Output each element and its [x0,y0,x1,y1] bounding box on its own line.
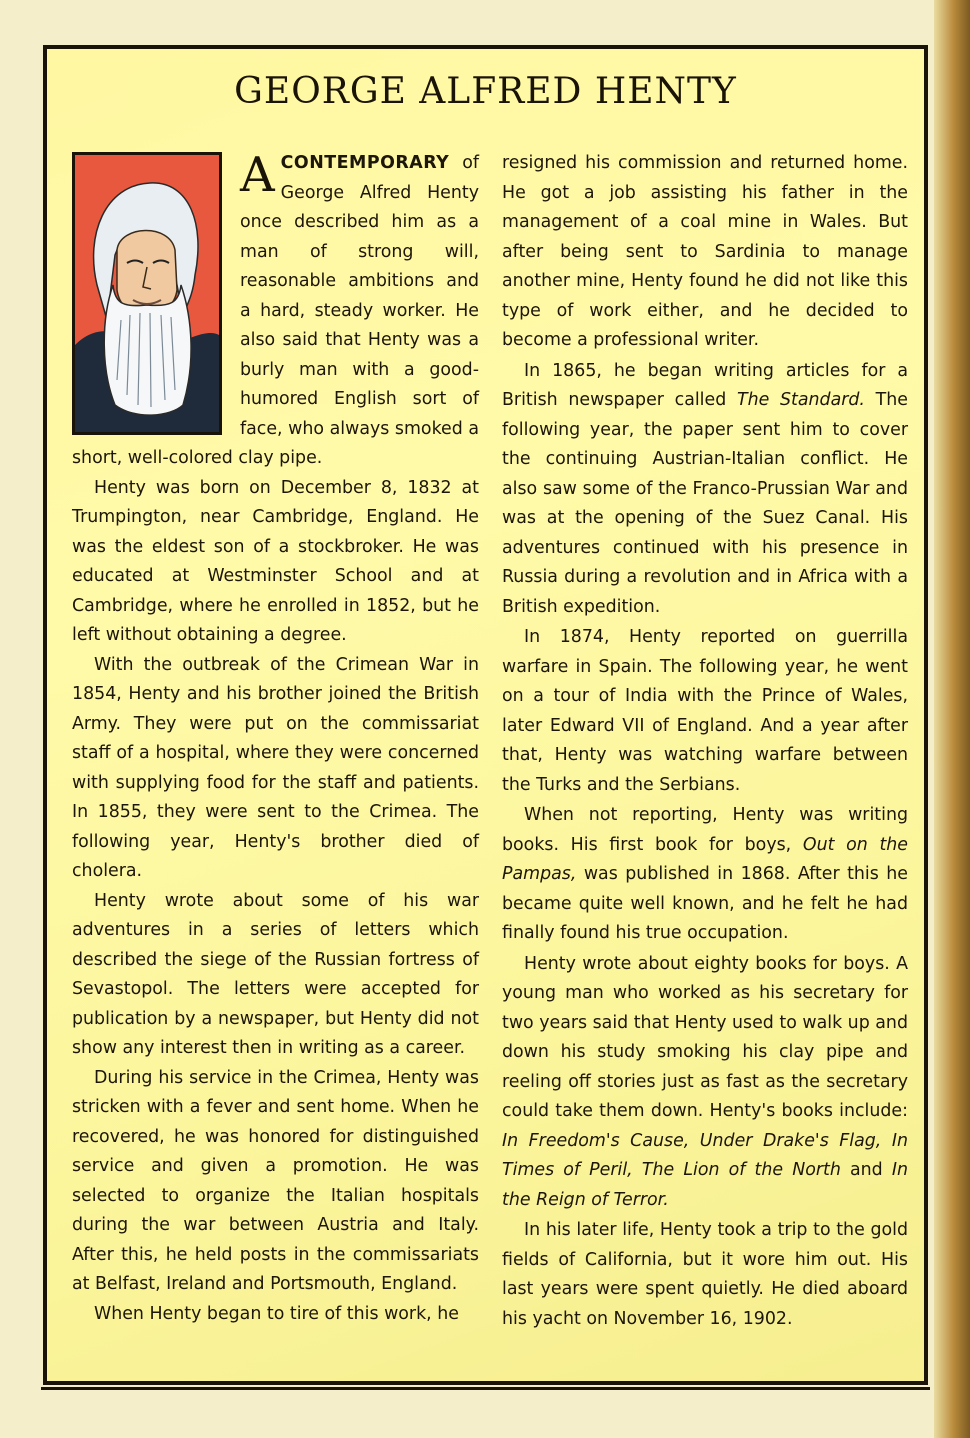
page-edge-shadow [934,0,970,1438]
eighty-books-text: Henty wrote about eighty books for boys. A young man who worked as his secretary for two years said that Henty used to walk up and down his study smoking his clay pipe and reeling off stories just as fast as the secretary could take them down. Henty's books include: [502,953,908,1121]
lead-caps: CONTEMPORARY [280,153,450,173]
paragraph-war-letters: Henty wrote about some of his war adventures in a series of letters which described the siege of the Russian fortress of Sevastopol. The letters were accepted for publication by a newspaper, but Henty did not show any interest then in writing as a career. [72,890,479,1058]
paragraph-crimean-war: With the outbreak of the Crimean War in 1854, Henty and his brother joined the British Army. They were put on the commissariat staff of a hospital, where they were concerned with supplying food for the staff and patients. In 1855, they were sent to the Crimea. The following year, Henty's brother died of cholera. [72,654,479,881]
article-title: GEORGE ALFRED HENTY [234,71,737,112]
article-frame [43,45,928,1385]
title-the-standard: The Standard. [736,390,865,410]
standard-text-b: The following year, the paper sent him to cover the continuing Austrian-Italian conflict. He also saw some of the Franco-Prussian War and was at the opening of the Suez Canal. His adventures continued with his presence in Russia during a revolution and in Africa with a British expedition. [502,390,908,617]
left-column [72,149,479,1329]
drop-cap: A [240,147,275,203]
standard-text-a: In 1865, he began writing articles for a British newspaper called [502,360,908,410]
first-book-text-a: When not reporting, Henty was writing books. His first book for boys, [502,805,908,855]
portrait-illustration [72,152,222,435]
right-column [502,149,908,1334]
and-text: and [840,1160,892,1180]
paragraph-first-book [502,801,908,949]
title-out-on-the-pampas: Out on the Pampas, [502,834,908,884]
paragraph-guerrilla: In 1874, Henty reported on guerrilla warfare in Spain. The following year, he went on a tour of India with the Prince of Wales, later Edward VII of England. And a year after that, Henty was watching warfare between the Turks and the Serbians. [502,627,908,795]
book-titles-list: In Freedom's Cause, Under Drake's Flag, In Times of Peril, The Lion of the North [502,1130,908,1180]
paragraph-resigned: resigned his commission and returned home. He got a job assisting his father in the management of a coal mine in Wales. But after being sent to Sardinia to manage another mine, Henty found he did not like this type of work either, and he decided to become a professional writer. [502,153,908,350]
intro-text: of George Alfred Henty once described him as a man of strong will, reasonable ambitions and a hard, steady worker. He also said that Henty was a burly man with a good-humored English sort of face, who always smoked a short, well-colored clay pipe. [72,153,479,468]
paragraph-tire-of-work: When Henty began to tire of this work, he [94,1303,459,1324]
paragraph-birth: Henty was born on December 8, 1832 at Trumpington, near Cambridge, England. He was the eldest son of a stockbroker. He was educated at Westminster School and at Cambridge, where he enrolled in 1852, but he left without obtaining a degree. [72,477,479,645]
paragraph-eighty-books [502,950,908,1216]
paragraph-service: During his service in the Crimea, Henty was stricken with a fever and sent home. When he recovered, he was honored for distinguished service and given a promotion. He was selected to organize the Italian hospitals during the war between Austria and Italy. After this, he held posts in the commissariats at Belfast, Ireland and Portsmouth, England. [72,1067,479,1294]
portrait-drawing [75,155,219,432]
title-reign-of-terror: In the Reign of Terror. [502,1160,909,1210]
paragraph-standard [502,357,908,623]
paragraph-later-life: In his later life, Henty took a trip to the gold fields of California, but it wore him out. His last years were spent quietly. He died aboard his yacht on November 16, 1902. [502,1220,908,1329]
first-book-text-b: was published in 1868. After this he became quite well known, and he felt he had finally found his true occupation. [502,864,908,943]
